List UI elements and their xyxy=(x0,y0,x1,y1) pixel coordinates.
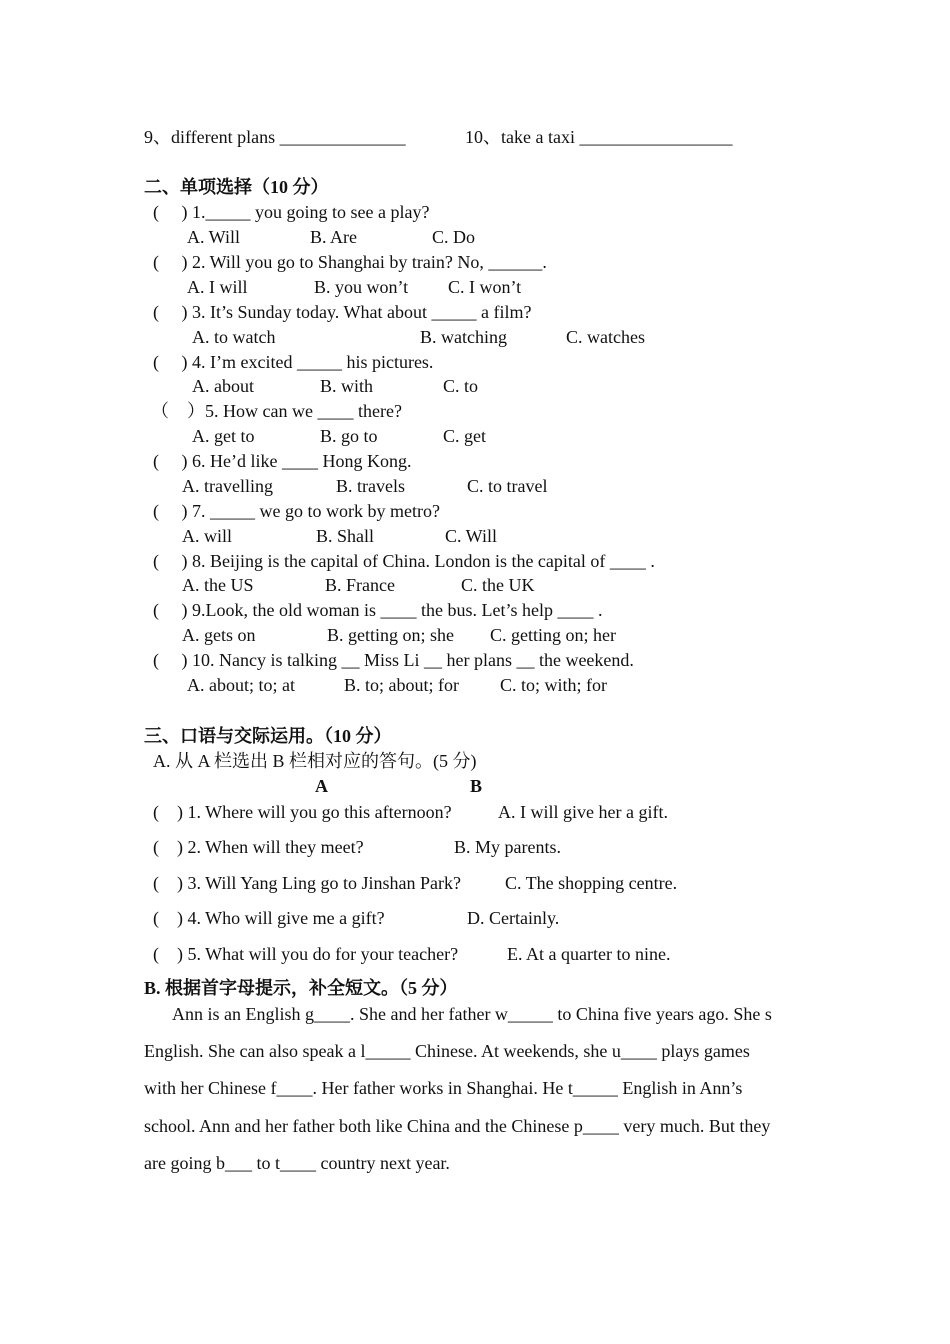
match-answer: E. At a quarter to nine. xyxy=(507,944,671,964)
option-c: C. Will xyxy=(445,526,497,546)
option-b: B. with xyxy=(320,376,374,396)
match-question: ( ) 3. Will Yang Ling go to Jinshan Park? xyxy=(153,873,461,893)
option-a: A. Will xyxy=(187,227,240,247)
part-a-title: A. 从 A 栏选出 B 栏相对应的答句。(5 分) xyxy=(153,751,477,771)
question-stem: （ ）5. How can we ____ there? xyxy=(151,401,402,421)
passage-line: English. She can also speak a l_____ Chinese. At weekends, she u____ plays games xyxy=(144,1041,750,1061)
match-question: ( ) 2. When will they meet? xyxy=(153,837,364,857)
question-stem: ( ) 3. It’s Sunday today. What about _____ a film? xyxy=(153,302,532,322)
option-c: C. the UK xyxy=(461,575,535,595)
question-stem: ( ) 2. Will you go to Shanghai by train? No, ______. xyxy=(153,252,547,272)
option-a: A. the US xyxy=(182,575,254,595)
option-c: C. getting on; her xyxy=(490,625,616,645)
question-stem: ( ) 4. I’m excited _____ his pictures. xyxy=(153,352,434,372)
passage-line: with her Chinese f____. Her father works in Shanghai. He t_____ English in Ann’s xyxy=(144,1078,743,1098)
question-stem: ( ) 7. _____ we go to work by metro? xyxy=(153,501,440,521)
option-b: B. you won’t xyxy=(314,277,409,297)
column-b-header: B xyxy=(470,776,483,796)
option-b: B. Are xyxy=(310,227,357,247)
match-question: ( ) 4. Who will give me a gift? xyxy=(153,908,385,928)
option-a: A. will xyxy=(182,526,233,546)
option-a: A. I will xyxy=(187,277,248,297)
option-c: C. Do xyxy=(432,227,476,247)
option-b: B. Shall xyxy=(316,526,375,546)
option-c: C. watches xyxy=(566,327,645,347)
question-stem: ( ) 8. Beijing is the capital of China. London is the capital of ____ . xyxy=(153,551,655,571)
option-a: A. about xyxy=(192,376,254,396)
question-stem: ( ) 10. Nancy is talking __ Miss Li __ her plans __ the weekend. xyxy=(153,650,634,670)
passage-line: school. Ann and her father both like China and the Chinese p____ very much. But they xyxy=(144,1116,771,1136)
fill-item-9: 9、different plans ______________ xyxy=(144,127,406,147)
option-a: A. travelling xyxy=(182,476,273,496)
question-stem: ( ) 6. He’d like ____ Hong Kong. xyxy=(153,451,412,471)
passage-line: Ann is an English g____. She and her father w_____ to China five years ago. She s xyxy=(172,1004,772,1024)
option-c: C. I won’t xyxy=(448,277,522,297)
column-a-header: A xyxy=(315,776,328,796)
option-b: B. watching xyxy=(420,327,507,347)
option-c: C. get xyxy=(443,426,486,446)
passage-line: are going b___ to t____ country next year. xyxy=(144,1153,450,1173)
fill-item-10: 10、take a taxi _________________ xyxy=(465,127,733,147)
option-a: A. to watch xyxy=(192,327,276,347)
option-b: B. travels xyxy=(336,476,405,496)
question-stem: ( ) 9.Look, the old woman is ____ the bus. Let’s help ____ . xyxy=(153,600,603,620)
match-question: ( ) 5. What will you do for your teacher? xyxy=(153,944,459,964)
option-b: B. to; about; for xyxy=(344,675,459,695)
option-c: C. to xyxy=(443,376,479,396)
match-answer: C. The shopping centre. xyxy=(505,873,678,893)
option-b: B. go to xyxy=(320,426,378,446)
option-a: A. about; to; at xyxy=(187,675,295,695)
option-a: A. gets on xyxy=(182,625,256,645)
part-b-title: B. 根据首字母提示，补全短文。（5 分） xyxy=(144,978,458,998)
match-answer: A. I will give her a gift. xyxy=(498,802,668,822)
section3-heading: 三、口语与交际运用。（10 分） xyxy=(144,726,392,746)
option-b: B. getting on; she xyxy=(327,625,454,645)
match-answer: B. My parents. xyxy=(454,837,561,857)
option-a: A. get to xyxy=(192,426,255,446)
option-c: C. to travel xyxy=(467,476,548,496)
question-stem: ( ) 1._____ you going to see a play? xyxy=(153,202,430,222)
option-c: C. to; with; for xyxy=(500,675,607,695)
section2-heading: 二、单项选择（10 分） xyxy=(144,177,329,197)
option-b: B. France xyxy=(325,575,395,595)
match-question: ( ) 1. Where will you go this afternoon? xyxy=(153,802,452,822)
match-answer: D. Certainly. xyxy=(467,908,560,928)
